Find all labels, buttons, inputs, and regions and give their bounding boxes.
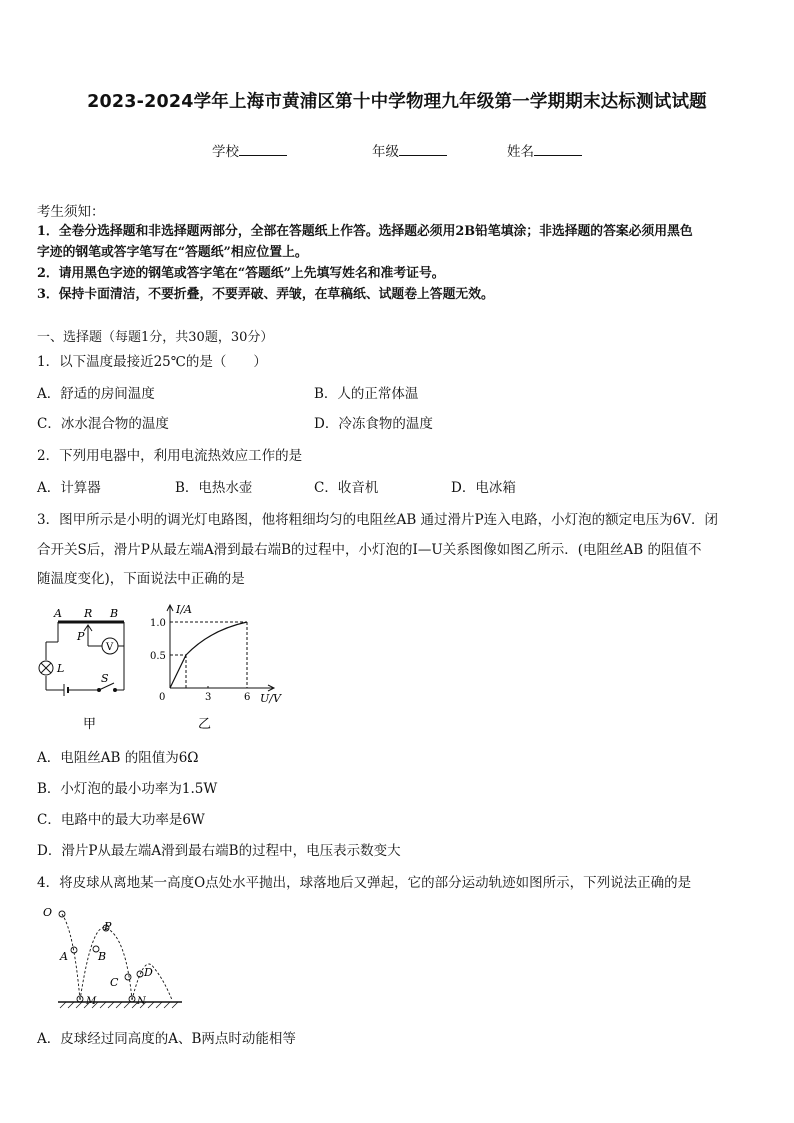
label-a: A [54,607,62,620]
bounce-diagram [40,902,190,1010]
iu-graph [150,600,290,736]
point-n: N [137,996,146,1007]
school-blank[interactable] [239,143,287,156]
label-s: S [101,672,109,685]
q1-option-d[interactable]: D．冷冻食物的温度 [314,416,433,432]
graph-ylabel: I/A [176,603,192,616]
q1-option-a[interactable]: A．舒适的房间温度 [37,386,155,402]
point-a: A [60,950,68,963]
q3-option-b[interactable]: B．小灯泡的最小功率为1.5W [37,781,218,797]
grade-blank[interactable] [399,143,447,156]
name-field[interactable] [507,140,582,160]
q3-stem-line2: 合开关S后，滑片P从最左端A滑到最右端B的过程中，小灯泡的I—U关系图像如图乙所示．(电阻丝AB 的阻值不 [37,542,702,558]
notice-heading: 考生须知： [37,204,105,220]
point-o: O [43,906,53,919]
graph-x-tick-0: 0 [159,692,166,703]
notice-item-3: 3．保持卡面清洁，不要折叠，不要弄破、弄皱，在草稿纸、试题卷上答题无效。 [37,287,494,302]
point-b: B [98,950,107,963]
q2-option-c[interactable]: C．收音机 [314,480,379,496]
circuit-diagram [38,604,148,732]
q3-option-c[interactable]: C．电路中的最大功率是6W [37,812,205,828]
school-field[interactable] [212,140,287,160]
ball-c [125,974,131,980]
label-p: P [77,630,85,643]
q3-option-d[interactable]: D．滑片P从最左端A滑到最右端B的过程中，电压表示数变大 [37,843,401,859]
page-title: 2023-2024学年上海市黄浦区第十中学物理九年级第一学期期末达标测试试题 [87,92,707,112]
name-label: 姓名 [507,144,534,160]
label-b: B [110,607,119,620]
q3-stem-line3: 随温度变化)，下面说法中正确的是 [37,571,245,587]
point-c: C [110,976,119,989]
notice-item-1: 1．全卷分选择题和非选择题两部分，全部在答题纸上作答。选择题必须用2B铅笔填涂；非选择题的答案必须用黑色 [37,224,693,239]
notice-item-2: 2．请用黑色字迹的钢笔或答字笔在“答题纸”上先填写姓名和准考证号。 [37,266,445,281]
q1-stem: 1．以下温度最接近25℃的是（ ） [37,354,267,370]
graph-x-tick-3: 3 [205,692,212,703]
label-v: V [106,642,114,653]
label-r: R [84,607,93,620]
q2-option-b[interactable]: B．电热水壶 [175,480,253,496]
grade-field[interactable] [372,140,447,160]
graph-y-tick-05: 0.5 [150,651,166,662]
q3-option-a[interactable]: A．电阻丝AB 的阻值为6Ω [37,750,199,766]
q2-stem: 2．下列用电器中，利用电流热效应工作的是 [37,448,303,464]
section-heading: 一、选择题（每题1分，共30题，30分） [37,330,274,345]
graph-x-tick-6: 6 [244,692,251,703]
school-label: 学校 [212,144,239,160]
trajectory-2 [80,928,132,1000]
fig-b-caption: 乙 [198,717,212,732]
q1-option-c[interactable]: C．冰水混合物的温度 [37,416,169,432]
name-blank[interactable] [534,143,582,156]
label-l: L [57,662,65,675]
q4-option-a[interactable]: A．皮球经过同高度的A、B两点时动能相等 [37,1031,296,1047]
point-m: M [86,996,97,1007]
q2-option-a[interactable]: A．计算器 [37,480,101,496]
notice-item-1-cont: 字迹的钢笔或答字笔写在“答题纸”相应位置上。 [37,245,308,260]
grade-label: 年级 [372,144,399,160]
q3-stem-line1: 3．图甲所示是小明的调光灯电路图，他将粗细均匀的电阻丝AB 通过滑片P连入电路，小灯泡的额定电压为6V．闭 [37,512,718,528]
q2-option-d[interactable]: D．电冰箱 [451,480,516,496]
q1-option-b[interactable]: B．人的正常体温 [314,386,419,402]
q4-stem: 4．将皮球从离地某一高度O点处水平抛出，球落地后又弹起，它的部分运动轨迹如图所示，下列说法正确的是 [37,875,692,891]
point-p: P [104,920,112,933]
fig-a-caption: 甲 [83,717,97,732]
graph-xlabel: U/V [260,692,281,705]
point-d: D [144,966,153,979]
graph-y-tick-1: 1.0 [150,618,166,629]
